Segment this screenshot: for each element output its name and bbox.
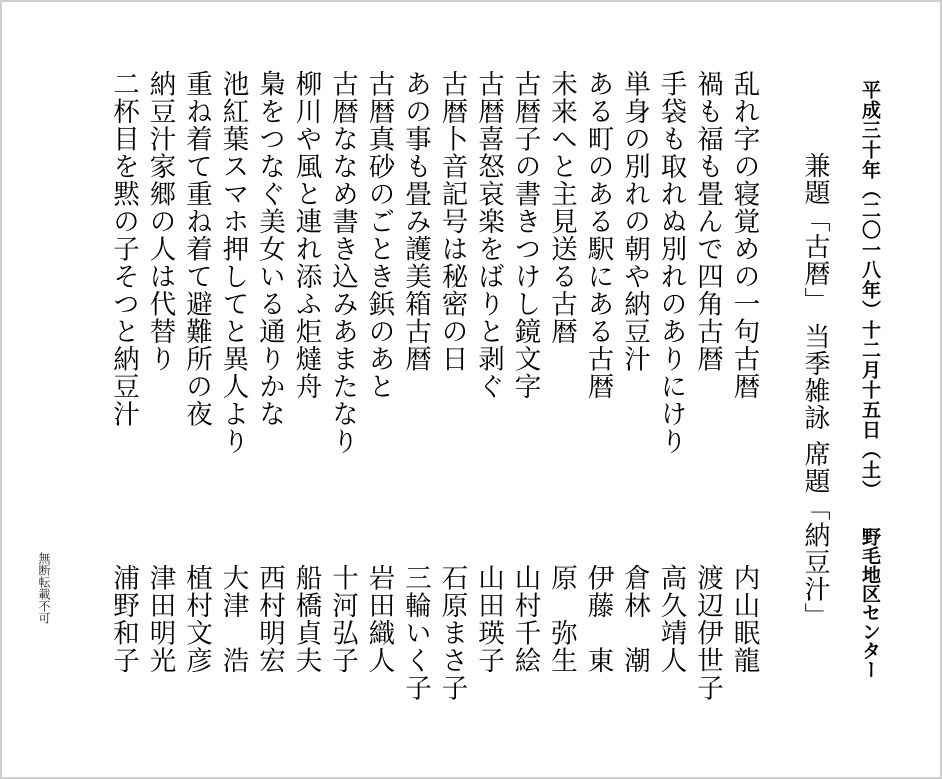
- haiku-author: 山村千絵: [509, 564, 541, 674]
- haiku-poem: 重ね着て重ね着て避難所の夜: [181, 70, 212, 428]
- haiku-poem: 乱れ字の寝覚めの一句古暦: [728, 70, 760, 400]
- haiku-author: 十河弘子: [327, 564, 358, 674]
- haiku-poem: 禍も福も畳んで四角古暦: [692, 70, 723, 373]
- haiku-poem: 未来へと主見送る古暦: [546, 70, 577, 345]
- haiku-author: 内山眠龍: [728, 564, 760, 674]
- meeting-venue: 野毛地区センター: [859, 527, 881, 679]
- haiku-poem: 納豆汁家郷の人は代替り: [144, 70, 176, 373]
- copyright-notice: 無断転載不可: [37, 552, 51, 624]
- haiku-author: 植村文彦: [181, 564, 212, 674]
- haiku-poem: あの事も畳み護美箱古暦: [400, 70, 431, 373]
- haiku-author: 石原まさ子: [436, 564, 468, 702]
- haiku-author: 原 弥生: [546, 564, 577, 674]
- haiku-author: 三輪いく子: [400, 564, 431, 702]
- meeting-themes: 兼題「古暦」 当季雑詠 席題「納豆汁」: [800, 152, 830, 630]
- haiku-author: 津田明光: [144, 564, 176, 674]
- haiku-poem: ある町のある駅にある古暦: [582, 70, 614, 400]
- haiku-author: 高久靖人: [655, 564, 687, 674]
- haiku-poem: 池紅葉スマホ押してと異人より: [217, 70, 249, 455]
- haiku-poem: 二杯目を黙の子そつと納豆汁: [108, 70, 139, 428]
- haiku-poem: 柳川や風と連れ添ふ炬燵舟: [290, 70, 322, 400]
- haiku-poem: 古暦子の書きつけし鏡文字: [509, 70, 541, 400]
- haiku-poem: 古暦喜怒哀楽をばりと剥ぐ: [473, 70, 504, 400]
- haiku-poem: 手袋も取れぬ別れのありにけり: [655, 70, 687, 455]
- haiku-author: 渡辺伊世子: [692, 564, 723, 702]
- haiku-poem: 古暦卜音記号は秘密の日: [436, 70, 468, 373]
- haiku-poem: 古暦ななめ書き込みあまたなり: [327, 70, 358, 455]
- haiku-author: 西村明宏: [254, 564, 285, 674]
- meeting-date: 平成三十年（二〇一八年）十二月十五日（土）: [859, 80, 881, 500]
- haiku-poem: 梟をつなぐ美女いる通りかな: [254, 70, 285, 428]
- haiku-author: 船橋貞夫: [290, 564, 322, 674]
- haiku-author: 大津 浩: [217, 564, 249, 674]
- haiku-author: 倉林 潮: [619, 564, 650, 674]
- haiku-author: 伊藤 東: [582, 564, 614, 674]
- haiku-author: 岩田織人: [363, 564, 395, 674]
- haiku-author: 山田瑛子: [473, 564, 504, 674]
- haiku-poem: 単身の別れの朝や納豆汁: [619, 70, 650, 373]
- haiku-poem: 古暦真砂のごとき鋲のあと: [363, 70, 395, 400]
- haiku-author: 浦野和子: [108, 564, 139, 674]
